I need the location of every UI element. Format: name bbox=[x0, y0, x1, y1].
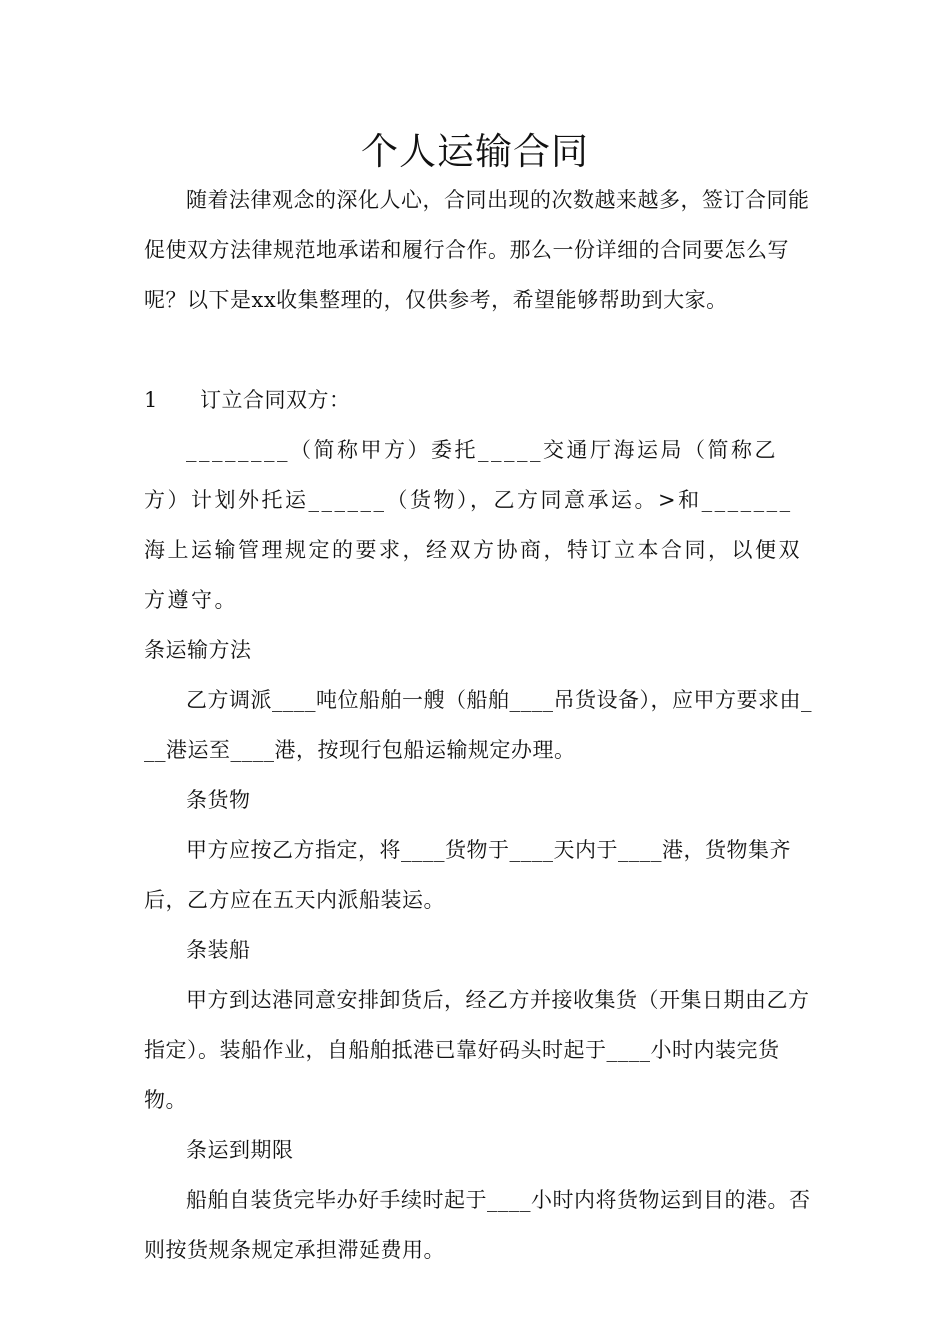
clause-goods-paragraph: 甲方应按乙方指定，将____货物于____天内于____港，货物集齐后，乙方应在五天内派船装运。 bbox=[144, 838, 791, 912]
blank-line bbox=[144, 325, 812, 375]
clause-delivery-period-paragraph: 船舶自装货完毕办好手续时起于____小时内将货物运到目的港。否则按货规条规定承担滞延费用。 bbox=[144, 1188, 811, 1262]
clause-loading-paragraph: 甲方到达港同意安排卸货后，经乙方并接收集货（开集日期由乙方指定）。装船作业，自船舶抵港已靠好码头时起于____小时内装完货物。 bbox=[144, 988, 810, 1112]
section-number: 1 bbox=[144, 388, 158, 412]
heading-goods: 条货物 bbox=[186, 788, 251, 812]
heading-loading: 条装船 bbox=[186, 938, 251, 962]
intro-paragraph: 随着法律观念的深化人心，合同出现的次数越来越多，签订合同能促使双方法律规范地承诺和履行合作。那么一份详细的合同要怎么写呢？以下是xx收集整理的，仅供参考，希望能够帮助到大家。 bbox=[144, 188, 810, 312]
clause-transport-method-paragraph: 乙方调派____吨位船舶一艘（船舶____吊货设备），应甲方要求由___港运至____港，按现行包船运输规定办理。 bbox=[144, 688, 812, 762]
document-body bbox=[144, 175, 812, 1275]
section-heading-parties bbox=[144, 375, 812, 425]
section-heading-text: 订立合同双方： bbox=[200, 388, 351, 412]
heading-delivery-period: 条运到期限 bbox=[186, 1138, 294, 1162]
heading-transport-method: 条运输方法 bbox=[144, 638, 252, 662]
document-title: 个人运输合同 bbox=[361, 130, 589, 173]
clause-parties-paragraph: ________（简称甲方）委托_____交通厅海运局（简称乙方）计划外托运______（货物），乙方同意承运。>和_______海上运输管理规定的要求，经双方协商，特订立本合同，以便双方遵守。 bbox=[144, 438, 802, 612]
